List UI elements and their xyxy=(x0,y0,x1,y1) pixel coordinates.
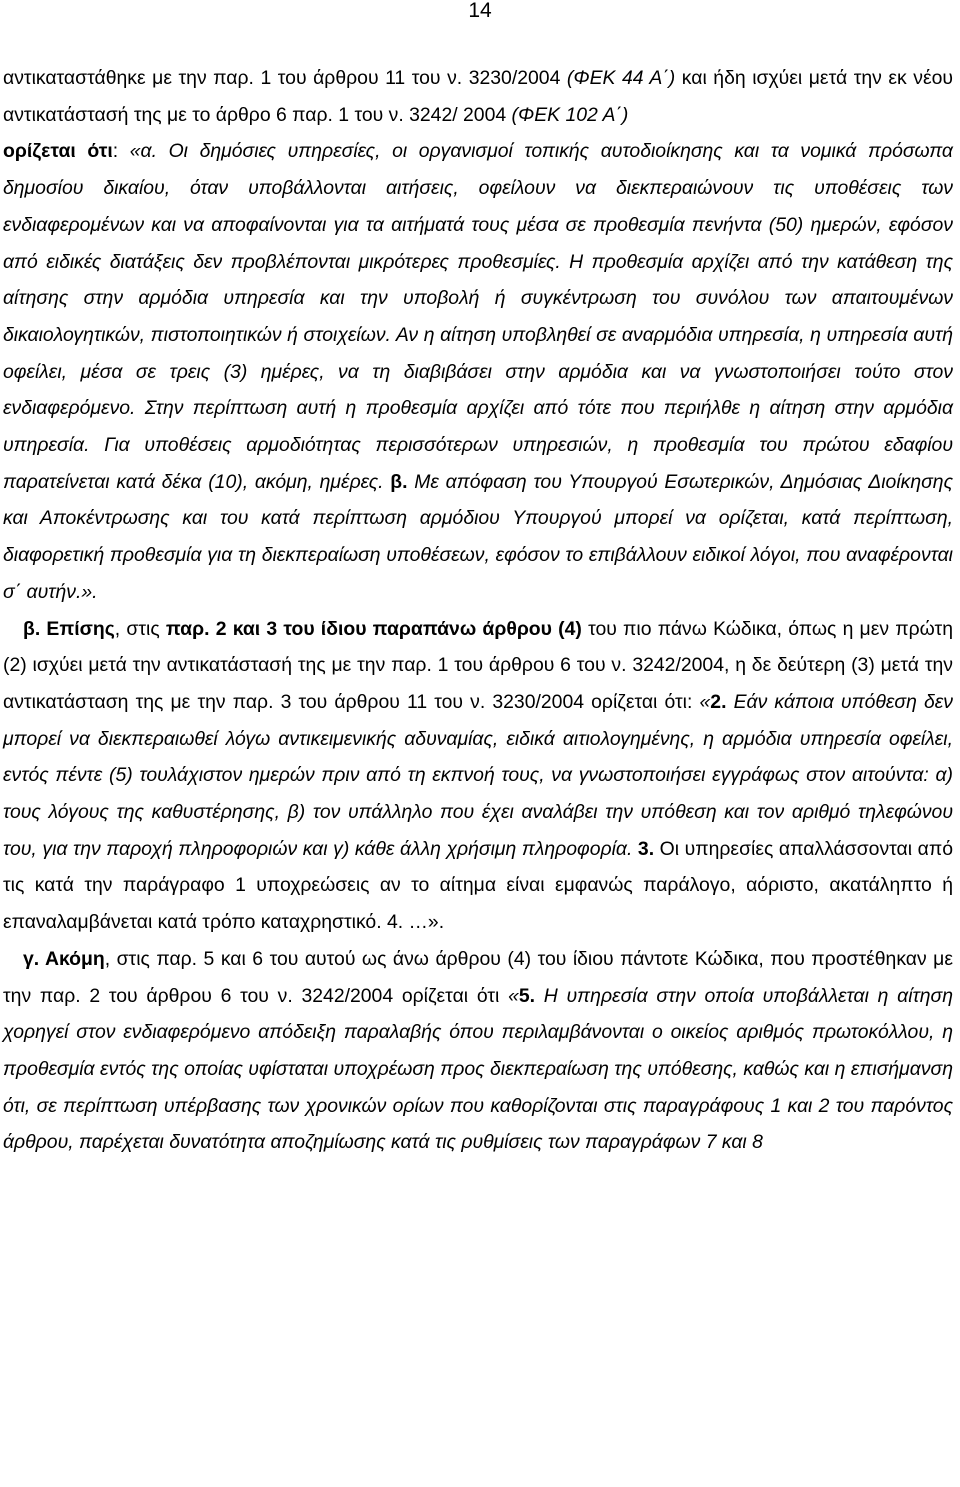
document-body xyxy=(3,60,953,1161)
paragraph-b xyxy=(3,611,953,941)
paragraph-a xyxy=(3,60,953,611)
bold-marker: β. xyxy=(390,470,408,493)
quoted-provision: Οι δημόσιες υπηρεσίες, οι οργανισμοί τοπικής αυτοδιοίκησης και τα νομικά πρόσωπα δημοσίου δικαίου, όταν υποβάλλονται αιτήσεις, οφείλουν να διεκπεραιώνουν τις υποθέσεις των ενδιαφερομένων και να αποφαίνονται για τα αιτήματά τους μέσα σε προθεσμία πενήντα (50) ημερών, εφόσον από ειδικές διατάξεις δεν προβλέπονται μικρότερες προθεσμίες. Η προθεσμία αρχίζει από την κατάθεση της αίτησης στην αρμόδια υπηρεσία και την υποβολή ή συγκέντρωση του συνόλου των απαιτουμένων δικαιολογητικών, πιστοποιητικών ή στοιχείων. xyxy=(3,140,953,346)
quoted-provision: Η υπηρεσία στην οποία υποβάλλεται η αίτηση χορηγεί στον ενδιαφερόμενο απόδειξη παραλαβής όπου περιλαμβάνονται ο οικείος αριθμός πρωτοκόλλου, η προθεσμία εντός της οποίας υφίσταται υποχρέωση προς διεκπεραίωση της υπόθεσης, καθώς και η επισήμανση ότι, σε περίπτωση υπέρβασης των χρονικών ορίων που καθορίζονται στις παραγράφους 1 και 2 του παρόντος άρθρου, παρέχεται δυνατότητα αποζημίωσης κατά τις ρυθμίσεις των παραγράφων 7 και 8 xyxy=(3,984,953,1154)
bold-marker: 2. xyxy=(710,690,727,713)
gazette-reference: (ΦΕΚ 44 Α΄) xyxy=(566,67,676,89)
paragraph-c xyxy=(3,941,953,1161)
text-run: αντικαταστάθηκε με την παρ. 1 του άρθρου 11 του ν. 3230/2004 xyxy=(3,67,567,89)
bold-phrase: ορίζεται ότι xyxy=(3,140,113,163)
bold-phrase: 2 και 3 του ίδιου παραπάνω άρθρου (4) xyxy=(215,617,582,640)
quoted-provision: Με απόφαση του Υπουργού Εσωτερικών, Δημόσιας Διοίκησης και Αποκέντρωσης και του κατά περίπτωση αρμόδιου Υπουργού μπορεί να ορίζεται, κατά περίπτωση, διαφορετική προθεσμία για τη διεκπεραίωση υποθέσεων, εφόσον το επιβάλλουν ειδικοί λόγοι, που αναφέρονται σ΄ αυτήν.». xyxy=(3,470,953,603)
quote-mark: « xyxy=(508,984,519,1007)
text-run: , στις παρ. 5 και 6 του αυτού ως άνω άρθρου (4) του ίδιου πάντοτε Κώδικα, που προστέθηκαν με την παρ. 2 του άρθρου 6 του ν. 3242/2004 ορίζεται ότι xyxy=(3,947,953,1007)
quote-mark: « xyxy=(699,690,711,713)
quoted-provision: Αν η αίτηση υποβληθεί σε αναρμόδια υπηρεσία, η υπηρεσία αυτή οφείλει, μέσα σε τρεις (3) ημέρες, να τη διαβιβάσει στην αρμόδια και να γνωστοποιήσει xyxy=(3,323,953,383)
quoted-provision: περιήλθε η αίτηση στην αρμόδια υπηρεσία. xyxy=(3,397,954,457)
quoted-provision: Για υποθέσεις αρμοδιότητας περισσότερων υπηρεσιών, η προθεσμία του πρώτου εδαφίου παρατείνεται κατά δέκα (10), ακόμη, ημέρες. xyxy=(3,434,953,493)
quoted-provision: «α. xyxy=(129,140,157,163)
quoted-provision: Στην περίπτωση αυτή η προθεσμία αρχίζει από τότε που xyxy=(135,397,664,420)
bold-marker: γ. xyxy=(23,947,45,970)
bold-marker: 5. xyxy=(518,984,536,1007)
bold-phrase: β. Επίσης xyxy=(23,617,115,640)
page-number: 14 xyxy=(468,0,492,22)
text-run: , στις xyxy=(114,617,166,640)
bold-marker: 3. xyxy=(637,837,655,860)
text-run: και ήδη ισχύει μετά την εκ νέου αντικατάστασή της με το άρθρο 6 παρ. 1 του ν. 3242/ 2004 xyxy=(3,67,954,126)
text-run: : xyxy=(112,140,130,163)
gazette-reference: (ΦΕΚ 102 Α΄) xyxy=(511,103,629,126)
text-run: του πιο πάνω Κώδικα, όπως η μεν πρώτη (2) ισχύει μετά την αντικατάστασή της με την παρ. 1 του άρθρου 6 του ν. 3242/2004, η δε δεύτερη (3) μετά την αντικατάσταση της με την παρ. 3 του άρθρου 11 του ν. 3230/2004 ορίζεται ότι: xyxy=(3,617,953,713)
bold-phrase: παρ. xyxy=(165,617,216,640)
quoted-provision: Οι υπηρεσίες απαλλάσσονται από τις κατά την παράγραφο 1 υποχρεώσεις αν το αίτημα είναι εμφανώς παράλογο, αόριστο, ακατάληπτο ή επαναλαμβάνεται κατά τρόπο καταχρηστικό. 4. …». xyxy=(3,837,953,934)
bold-phrase: Ακόμη xyxy=(44,947,105,970)
quoted-provision: Εάν κάποια υπόθεση δεν μπορεί να διεκπεραιωθεί λόγω αντικειμενικής αδυναμίας, ειδικά αιτιολογημένης, η αρμόδια υπηρεσία οφείλει, εντός πέντε (5) τουλάχιστον ημερών πριν από τη εκπνοή τους, να γνωστοποιήσει εγγράφως στον αιτούντα: α) τους λόγους της καθυστέρησης, β) τον υπάλληλο που έχει αναλάβει την υπόθεση και τον αριθμό τηλεφώνου του, για την παροχή πληροφοριών και γ) κάθε άλλη χρήσιμη πληροφορία. xyxy=(3,690,953,860)
quoted-provision: τούτο στον ενδιαφερόμενο. xyxy=(3,360,953,420)
